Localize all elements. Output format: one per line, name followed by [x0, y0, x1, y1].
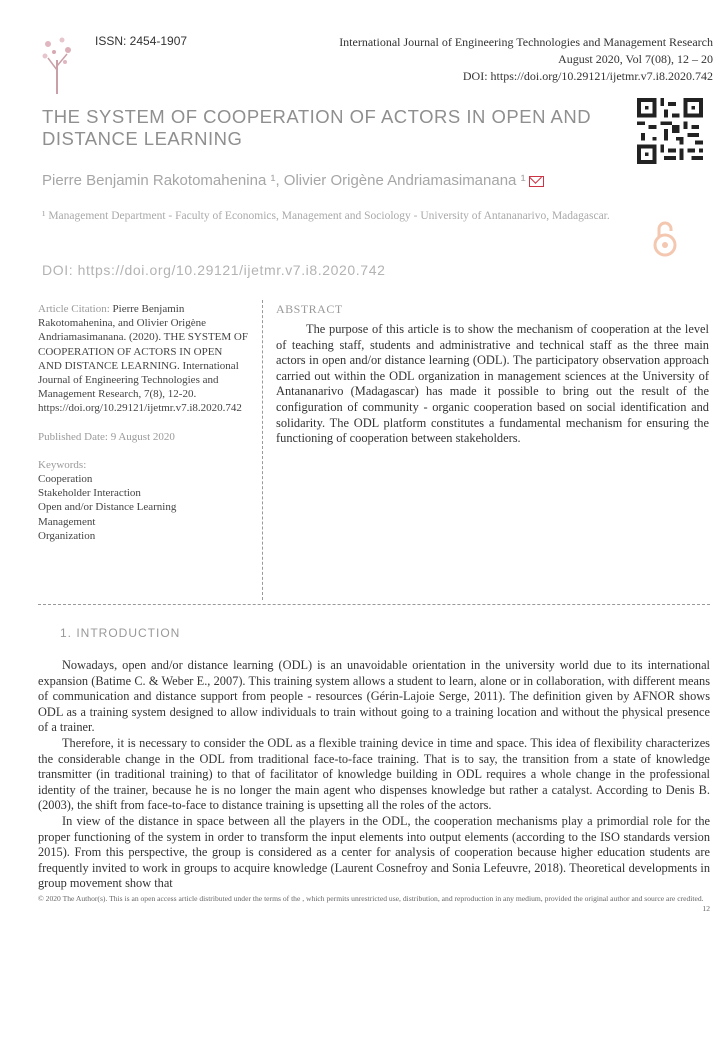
keywords-label: Keywords:: [38, 458, 87, 471]
qr-code-icon: [636, 98, 704, 164]
citation-text: Pierre Benjamin Rakotomahenina, and Olivier Origène Andriamasimanana. (2020). THE SYSTEM OF COOPERATION OF ACTORS IN OPEN AND DISTANCE LEARNING. International Journal of Engineering Technologies and Management Research, 7(8), 12-20. https://doi.org/10.29121/ijetmr.v7.i8.2020.742: [38, 303, 248, 415]
paragraph: In view of the distance in space between all the players in the ODL, the cooperation mechanisms play a primordial role for the proper functioning of the system in order to transform the input elements into output elements (according to the ISO standards version 2015). From this perspective, the group is considered as a center for analysis of cooperation because higher education students are frequently invited to work in groups to acquire knowledge (Laurent Cosnefroy and Sonia Lefeuvre, 2018). Theoretical developments in group movement show that: [38, 813, 710, 891]
journal-issue: August 2020, Vol 7(08), 12 – 20: [558, 52, 713, 66]
column-divider: [262, 300, 263, 600]
journal-header: [339, 34, 713, 85]
abstract-text: The purpose of this article is to show the mechanism of cooperation at the level of teaching staff, students and administrative and technical staff as the three main actors in open and/or distance learning (ODL). The participatory observation approach carried out within the ODL organization in management sciences at the University of Antananarivo (Madagascar) has made it possible to bring out the result of the configuration of community - organic cooperation based on social identification and solidarity. The ODL platform constitutes a fundamental mechanism for ensuring the functioning of cooperation between stakeholders.: [276, 322, 709, 446]
article-citation: [38, 302, 248, 416]
keyword-item: Stakeholder Interaction: [38, 487, 141, 500]
author-names: Pierre Benjamin Rakotomahenina ¹, Olivier Origène Andriamasimanana ¹: [42, 172, 526, 189]
license-text: © 2020 The Author(s). This is an open access article distributed under the terms of the , which permits unrestricted use, distribution, and reproduction in any medium, provided the original author and source are credited.: [38, 894, 704, 903]
published-date: Published Date: 9 August 2020: [38, 430, 175, 443]
journal-doi[interactable]: DOI: https://doi.org/10.29121/ijetmr.v7.i8.2020.742: [462, 69, 713, 83]
section-divider: [38, 604, 710, 605]
keyword-item: Organization: [38, 529, 96, 542]
introduction-heading: 1. INTRODUCTION: [60, 626, 181, 640]
article-sidebar: [38, 302, 248, 543]
authors: [42, 172, 544, 189]
abstract-heading: ABSTRACT: [276, 302, 343, 316]
citation-label: Article Citation:: [38, 303, 110, 315]
page-number: 12: [702, 904, 710, 913]
article-title: THE SYSTEM OF COOPERATION OF ACTORS IN OPEN AND DISTANCE LEARNING: [42, 106, 592, 149]
journal-logo-tree-icon: [40, 30, 74, 96]
journal-name: International Journal of Engineering Technologies and Management Research: [339, 35, 713, 49]
keyword-item: Management: [38, 515, 96, 528]
paragraph: Nowadays, open and/or distance learning (ODL) is an unavoidable orientation in the university world due to its international expansion (Batime C. & Weber E., 2007). This training system allows a student to learn, alone or in collaboration, with different means of communication and distance support from people - resources (Gérin-Lajoie Serge, 2011). The definition given by AFNOR shows ODL as a training system designed to allow individuals to train without going to a training location and without the physical presence of a trainer.: [38, 658, 710, 735]
paragraph: Therefore, it is necessary to consider the ODL as a flexible training device in time and space. This idea of flexibility characterizes the considerable change in the ODL from traditional face-to-face training. That is to say, the transition from a state of knowledge transmitter (in traditional training) to that of facilitator of knowledge building in ODL requires a whole change in the professional identity of the trainer, because he is no longer the main agent who dispenses knowledge but rather a catalyst. According to Denis B. (2003), the shift from face-to-face to distance training is upsetting all the roles of the actors.: [38, 735, 710, 813]
keyword-item: Open and/or Distance Learning: [38, 501, 177, 514]
article-doi[interactable]: DOI: https://doi.org/10.29121/ijetmr.v7.i8.2020.742: [42, 262, 386, 278]
open-access-icon: [650, 218, 680, 258]
introduction-body: [38, 658, 710, 892]
affiliation: ¹ Management Department - Faculty of Economics, Management and Sociology - University of Antananarivo, Madagascar.: [42, 210, 610, 222]
issn: ISSN: 2454-1907: [95, 34, 188, 48]
page-footer: [38, 894, 710, 913]
email-icon[interactable]: [529, 176, 544, 187]
keyword-item: Cooperation: [38, 473, 93, 486]
